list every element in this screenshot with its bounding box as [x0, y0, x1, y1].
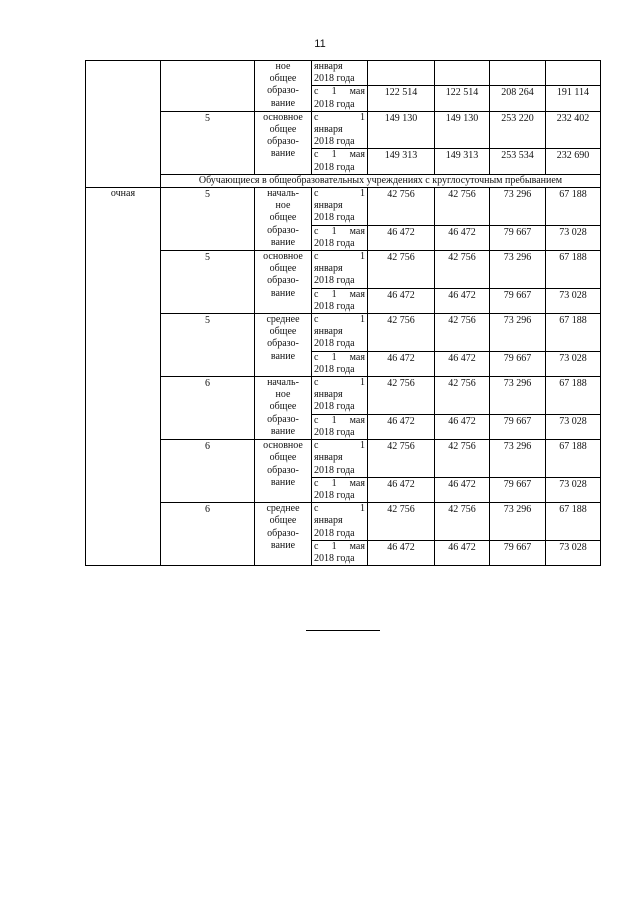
date-cell [312, 377, 368, 415]
education-level-text: образо- [267, 527, 299, 539]
date-text: 2018 года [314, 552, 355, 564]
value-cell: 42 756 [435, 251, 490, 289]
education-level-cell [255, 503, 312, 566]
date-text: мая [349, 149, 365, 161]
value-cell: 42 756 [435, 377, 490, 415]
date-text: мая [349, 288, 365, 300]
date-text: января [314, 515, 343, 527]
value-cell: 67 188 [546, 440, 601, 478]
education-level-text: ное [275, 200, 291, 212]
education-level-text: основное [263, 440, 303, 452]
form-cell [86, 61, 161, 188]
date-text: мая [349, 86, 365, 98]
education-level-text: основное [263, 251, 303, 263]
date-line [314, 112, 365, 124]
value-cell: 46 472 [368, 225, 435, 250]
date-line [314, 440, 365, 452]
date-text: 2018 года [314, 73, 355, 85]
date-text: с [314, 414, 319, 426]
education-level-text: образо- [267, 338, 299, 350]
date-text: 1 [360, 111, 365, 123]
date-cell [312, 288, 368, 313]
date-text: 2018 года [314, 527, 355, 539]
date-text: с [314, 540, 319, 552]
code-cell: 5 [161, 188, 255, 251]
education-level-text: общее [269, 124, 297, 136]
date-text: января [314, 452, 343, 464]
date-text: 2018 года [314, 464, 355, 476]
date-text: с [314, 477, 319, 489]
education-level-cell [255, 314, 312, 377]
education-level-text: общее [269, 212, 297, 224]
date-text: 1 [360, 377, 365, 389]
value-cell: 67 188 [546, 377, 601, 415]
value-cell: 46 472 [435, 477, 490, 502]
value-cell: 46 472 [435, 414, 490, 439]
value-cell: 149 130 [368, 111, 435, 149]
education-level-text: образо- [267, 275, 299, 287]
page-number: 11 [314, 38, 326, 50]
value-cell: 79 667 [490, 540, 546, 565]
date-line [314, 188, 365, 200]
value-cell: 67 188 [546, 188, 601, 226]
date-text: мая [349, 540, 365, 552]
date-cell [312, 477, 368, 502]
value-cell: 73 296 [490, 314, 546, 352]
date-line [314, 289, 365, 301]
date-line [314, 541, 365, 553]
date-text: с [314, 377, 319, 389]
education-level-text: общее [269, 452, 297, 464]
value-cell: 232 690 [546, 149, 601, 174]
education-level-text: ное [275, 389, 291, 401]
table-row [86, 377, 601, 415]
value-cell: 42 756 [368, 503, 435, 541]
value-cell: 42 756 [368, 440, 435, 478]
date-cell [312, 61, 368, 86]
education-level-cell [255, 251, 312, 314]
value-cell: 46 472 [435, 351, 490, 376]
value-cell [435, 61, 490, 86]
date-line [314, 314, 365, 326]
table-body [86, 61, 601, 566]
date-line [314, 86, 365, 98]
date-text: 1 [331, 351, 337, 363]
value-cell: 46 472 [368, 288, 435, 313]
table-row [86, 251, 601, 289]
date-text: 2018 года [314, 300, 355, 312]
education-level-text: среднее [266, 503, 300, 515]
date-text: 1 [360, 314, 365, 326]
education-level-text: вание [270, 97, 296, 109]
section-row [86, 174, 601, 187]
date-text: с [314, 351, 319, 363]
date-text: 2018 года [314, 98, 355, 110]
education-level-text: общее [269, 73, 297, 85]
education-level-text: общее [269, 515, 297, 527]
date-text: с [314, 288, 319, 300]
education-level-text: общее [269, 263, 297, 275]
education-level-text: вание [270, 236, 296, 248]
date-text: 1 [360, 503, 365, 515]
value-cell: 73 028 [546, 225, 601, 250]
education-level-text: вание [270, 476, 296, 488]
code-cell: 6 [161, 377, 255, 440]
date-text: 2018 года [314, 161, 355, 173]
date-text: 1 [331, 477, 337, 489]
value-cell: 46 472 [435, 540, 490, 565]
date-text: 1 [360, 440, 365, 452]
education-level-text: основное [263, 111, 303, 123]
date-line [314, 226, 365, 238]
value-cell: 253 220 [490, 111, 546, 149]
date-text: января [314, 61, 343, 72]
value-cell: 191 114 [546, 86, 601, 111]
value-cell: 149 313 [368, 149, 435, 174]
date-text: января [314, 389, 343, 401]
date-text: 1 [331, 225, 337, 237]
date-line [314, 251, 365, 263]
date-text: с [314, 86, 319, 98]
value-cell [546, 61, 601, 86]
education-level-text: образо- [267, 464, 299, 476]
education-level-text: общее [269, 326, 297, 338]
education-level-text: вание [270, 350, 296, 362]
footnote-separator-line [306, 630, 380, 631]
table-row [86, 61, 601, 86]
value-cell: 122 514 [368, 86, 435, 111]
code-cell: 6 [161, 440, 255, 503]
education-level-text: ное [275, 61, 291, 72]
date-line [314, 503, 365, 515]
value-cell: 73 028 [546, 477, 601, 502]
date-text: 1 [331, 414, 337, 426]
date-line [314, 352, 365, 364]
date-line [314, 149, 365, 161]
code-cell: 6 [161, 503, 255, 566]
value-cell: 73 296 [490, 377, 546, 415]
value-cell: 73 296 [490, 251, 546, 289]
value-cell: 232 402 [546, 111, 601, 149]
value-cell: 73 296 [490, 503, 546, 541]
value-cell: 46 472 [435, 288, 490, 313]
date-text: января [314, 124, 343, 136]
date-text: 2018 года [314, 426, 355, 438]
date-text: 1 [360, 251, 365, 263]
value-cell: 42 756 [435, 188, 490, 226]
value-cell: 73 028 [546, 414, 601, 439]
code-cell [161, 61, 255, 112]
date-text: 2018 года [314, 136, 355, 148]
education-level-text: вание [270, 287, 296, 299]
date-cell [312, 440, 368, 478]
value-cell: 122 514 [435, 86, 490, 111]
date-text: с [314, 149, 319, 161]
date-text: 2018 года [314, 363, 355, 375]
education-level-text: вание [270, 148, 296, 160]
value-cell: 42 756 [435, 503, 490, 541]
table-row [86, 440, 601, 478]
education-level-cell [255, 111, 312, 174]
value-cell: 46 472 [368, 540, 435, 565]
value-cell: 67 188 [546, 503, 601, 541]
value-cell: 42 756 [435, 314, 490, 352]
education-level-text: образо- [267, 85, 299, 97]
value-cell: 42 756 [435, 440, 490, 478]
date-text: января [314, 200, 343, 212]
date-text: мая [349, 225, 365, 237]
date-text: мая [349, 477, 365, 489]
date-line [314, 415, 365, 427]
value-cell: 253 534 [490, 149, 546, 174]
education-level-text: образо- [267, 224, 299, 236]
value-cell: 42 756 [368, 314, 435, 352]
education-level-text: началь- [267, 377, 299, 389]
value-cell: 67 188 [546, 314, 601, 352]
education-level-text: среднее [266, 314, 300, 326]
value-cell: 42 756 [368, 377, 435, 415]
date-text: 2018 года [314, 338, 355, 350]
value-cell: 149 130 [435, 111, 490, 149]
date-text: мая [349, 414, 365, 426]
date-text: 1 [331, 86, 337, 98]
code-cell: 5 [161, 314, 255, 377]
value-cell: 208 264 [490, 86, 546, 111]
table-row [86, 503, 601, 541]
education-level-text: началь- [267, 188, 299, 200]
value-cell: 42 756 [368, 251, 435, 289]
table-row [86, 111, 601, 149]
date-text: 2018 года [314, 237, 355, 249]
value-cell: 79 667 [490, 288, 546, 313]
date-line [314, 478, 365, 490]
date-text: 2018 года [314, 401, 355, 413]
education-level-cell [255, 377, 312, 440]
date-text: 2018 года [314, 212, 355, 224]
date-cell [312, 86, 368, 111]
value-cell: 46 472 [368, 414, 435, 439]
date-line [314, 377, 365, 389]
date-text: с [314, 225, 319, 237]
date-text: с [314, 503, 319, 515]
date-text: с [314, 188, 319, 200]
date-cell [312, 351, 368, 376]
study-form-cell: очная [86, 188, 161, 566]
date-text: с [314, 440, 319, 452]
date-text: с [314, 111, 319, 123]
date-text: с [314, 314, 319, 326]
education-level-text: вание [270, 539, 296, 551]
value-cell: 46 472 [368, 351, 435, 376]
value-cell: 79 667 [490, 477, 546, 502]
date-cell [312, 314, 368, 352]
date-text: 1 [360, 188, 365, 200]
education-level-cell [255, 440, 312, 503]
education-level-cell [255, 188, 312, 251]
date-text: 2018 года [314, 275, 355, 287]
date-text: мая [349, 351, 365, 363]
value-cell: 46 472 [435, 225, 490, 250]
value-cell: 79 667 [490, 351, 546, 376]
code-cell: 5 [161, 111, 255, 174]
value-cell: 149 313 [435, 149, 490, 174]
date-text: 1 [331, 149, 337, 161]
value-cell: 79 667 [490, 414, 546, 439]
date-cell [312, 111, 368, 149]
education-level-text: вание [270, 425, 296, 437]
date-text: 1 [331, 288, 337, 300]
date-text: 2018 года [314, 489, 355, 501]
value-cell: 46 472 [368, 477, 435, 502]
education-level-text: образо- [267, 136, 299, 148]
value-cell: 73 028 [546, 540, 601, 565]
value-cell [490, 61, 546, 86]
value-cell: 73 028 [546, 351, 601, 376]
value-cell [368, 61, 435, 86]
date-cell [312, 414, 368, 439]
table-row [86, 188, 601, 226]
date-cell [312, 251, 368, 289]
value-cell: 79 667 [490, 225, 546, 250]
code-cell: 5 [161, 251, 255, 314]
table-row [86, 314, 601, 352]
value-cell: 73 296 [490, 440, 546, 478]
value-cell: 67 188 [546, 251, 601, 289]
value-cell: 73 028 [546, 288, 601, 313]
date-cell [312, 503, 368, 541]
date-text: с [314, 251, 319, 263]
value-cell: 42 756 [368, 188, 435, 226]
date-cell [312, 225, 368, 250]
date-text: января [314, 326, 343, 338]
date-cell [312, 188, 368, 226]
education-level-text: общее [269, 401, 297, 413]
date-text: января [314, 263, 343, 275]
date-cell [312, 540, 368, 565]
education-level-text: образо- [267, 413, 299, 425]
section-title: Обучающиеся в общеобразовательных учреждениях с круглосуточным пребыванием [161, 174, 601, 187]
value-cell: 73 296 [490, 188, 546, 226]
rates-table [85, 60, 601, 566]
date-text: 1 [331, 540, 337, 552]
date-cell [312, 149, 368, 174]
education-level-cell [255, 61, 312, 112]
